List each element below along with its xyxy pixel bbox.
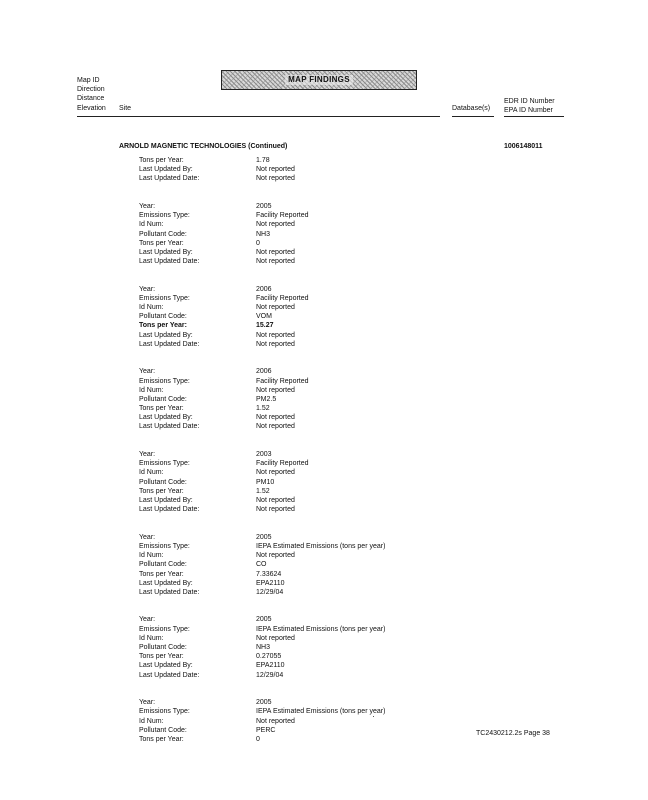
record-field-row xyxy=(139,560,459,569)
field-value: 1.78 xyxy=(256,157,270,164)
header-left-labels xyxy=(77,76,106,113)
field-label: Last Updated Date: xyxy=(139,258,200,266)
facility-continued: (Continued) xyxy=(248,143,288,150)
record-field-row xyxy=(139,395,459,404)
record-field-row xyxy=(139,450,459,459)
field-value: 0.27055 xyxy=(256,653,282,661)
emission-record xyxy=(139,533,459,597)
field-label: Tons per Year: xyxy=(139,157,184,164)
record-field-row xyxy=(139,285,459,294)
field-value: 2005 xyxy=(256,533,272,541)
record-field-row xyxy=(139,321,459,330)
record-field-row xyxy=(139,257,459,266)
record-field-row xyxy=(139,220,459,229)
page-number: Page 38 xyxy=(523,730,550,737)
record-field-row xyxy=(139,248,459,257)
map-id-label: Map ID xyxy=(77,77,100,84)
field-value: Facility Reported xyxy=(256,377,309,385)
distance-label: Distance xyxy=(77,95,105,103)
record-field-row xyxy=(139,468,459,477)
field-value: 0 xyxy=(256,735,260,743)
field-value: 1.52 xyxy=(256,487,270,495)
header-rule-left xyxy=(77,116,440,117)
field-label: Pollutant Code: xyxy=(139,644,187,652)
field-value: Not reported xyxy=(256,497,295,504)
field-label: Last Updated Date: xyxy=(139,423,200,431)
field-value: PERC xyxy=(256,726,276,734)
epa-id-label: EPA ID Number xyxy=(504,107,553,115)
field-value: Not reported xyxy=(256,634,295,642)
direction-label: Direction xyxy=(77,86,105,94)
facility-name: ARNOLD MAGNETIC TECHNOLOGIES xyxy=(119,143,247,150)
field-label: Tons per Year: xyxy=(139,405,184,413)
field-label: Last Updated Date: xyxy=(139,506,200,514)
field-label: Id Num: xyxy=(139,304,164,312)
record-field-row xyxy=(139,156,459,165)
record-field-row xyxy=(139,404,459,413)
field-label: Emissions Type: xyxy=(139,377,190,385)
record-field-row xyxy=(139,717,459,726)
emission-record xyxy=(139,615,459,679)
record-field-row xyxy=(139,386,459,395)
field-label: Last Updated By: xyxy=(139,579,193,587)
field-label: Id Num: xyxy=(139,469,164,477)
record-field-row xyxy=(139,377,459,386)
record-field-row xyxy=(139,340,459,349)
field-value: PM2.5 xyxy=(256,395,277,403)
site-label: Site xyxy=(119,105,132,112)
field-label: Emissions Type: xyxy=(139,460,190,468)
field-label: Emissions Type: xyxy=(139,542,190,550)
elevation-label: Elevation xyxy=(77,104,106,112)
field-label: Pollutant Code: xyxy=(139,561,187,569)
field-value: Not reported xyxy=(256,717,295,725)
record-field-row xyxy=(139,487,459,496)
header-rule-right xyxy=(504,116,564,117)
record-field-row xyxy=(139,625,459,634)
field-value: EPA2110 xyxy=(256,662,285,670)
field-label: Last Updated By: xyxy=(139,166,193,174)
emission-record xyxy=(139,285,459,349)
field-label: Last Updated By: xyxy=(139,414,193,422)
record-field-row xyxy=(139,211,459,220)
emission-record xyxy=(139,202,459,266)
emission-record xyxy=(139,156,459,184)
field-label: Emissions Type: xyxy=(139,294,190,302)
field-value: 12/29/04 xyxy=(256,671,284,679)
field-label: Emissions Type: xyxy=(139,625,190,633)
field-label: Id Num: xyxy=(139,552,164,560)
record-field-row xyxy=(139,367,459,376)
field-label: Last Updated By: xyxy=(139,497,193,504)
field-value: EPA2110 xyxy=(256,579,285,587)
record-field-row xyxy=(139,551,459,560)
record-field-row xyxy=(139,496,459,505)
field-label: Tons per Year: xyxy=(139,653,184,661)
field-label: Last Updated By: xyxy=(139,248,193,256)
field-label: Year: xyxy=(139,285,156,293)
field-label: Last Updated Date: xyxy=(139,671,200,679)
record-field-row xyxy=(139,533,459,542)
field-value: 2006 xyxy=(256,285,272,293)
record-field-row xyxy=(139,303,459,312)
field-value: Facility Reported xyxy=(256,212,309,220)
field-value: 2005 xyxy=(256,202,272,210)
field-value: 7.33624 xyxy=(256,570,282,578)
record-field-row xyxy=(139,588,459,597)
record-field-row xyxy=(139,652,459,661)
header-rule-middle xyxy=(452,116,494,117)
field-label: Pollutant Code: xyxy=(139,478,187,486)
record-field-row xyxy=(139,331,459,340)
field-label: Tons per Year: xyxy=(139,570,184,578)
field-value: 1.52 xyxy=(256,405,270,413)
field-label: Year: xyxy=(139,699,156,707)
field-label: Id Num: xyxy=(139,634,164,642)
field-value: PM10 xyxy=(256,478,275,486)
field-value: 15.27 xyxy=(256,322,274,330)
record-field-row xyxy=(139,174,459,183)
record-field-row xyxy=(139,707,459,716)
record-field-row xyxy=(139,570,459,579)
field-label: Last Updated By: xyxy=(139,331,193,339)
database-label: Database(s) xyxy=(452,105,491,112)
record-field-row xyxy=(139,478,459,487)
emission-record xyxy=(139,367,459,431)
field-label: Year: xyxy=(139,616,156,624)
edr-id-label: EDR ID Number xyxy=(504,98,555,105)
field-label: Id Num: xyxy=(139,221,164,229)
field-value: Not reported xyxy=(256,175,295,183)
record-field-row xyxy=(139,239,459,248)
field-value: Not reported xyxy=(256,258,295,266)
record-field-row xyxy=(139,230,459,239)
field-label: Year: xyxy=(139,533,156,541)
page-footer xyxy=(476,729,550,738)
record-field-row xyxy=(139,202,459,211)
field-label: Last Updated Date: xyxy=(139,175,200,183)
field-value: NH3 xyxy=(256,644,271,652)
scan-speck xyxy=(373,716,374,717)
record-field-row xyxy=(139,661,459,670)
document-id: TC2430212.2s xyxy=(476,730,522,737)
field-value: Not reported xyxy=(256,304,295,312)
record-field-row xyxy=(139,505,459,514)
record-field-row xyxy=(139,294,459,303)
field-label: Emissions Type: xyxy=(139,212,190,220)
record-field-row xyxy=(139,459,459,468)
field-label: Last Updated Date: xyxy=(139,588,200,596)
emission-record xyxy=(139,450,459,514)
field-value: NH3 xyxy=(256,230,271,238)
emission-record xyxy=(139,698,459,744)
record-field-row xyxy=(139,634,459,643)
map-findings-title-box xyxy=(221,70,417,90)
field-value: Not reported xyxy=(256,506,295,514)
field-value: IEPA Estimated Emissions (tons per year) xyxy=(256,708,386,716)
field-value: Facility Reported xyxy=(256,460,309,468)
field-value: IEPA Estimated Emissions (tons per year) xyxy=(256,542,386,550)
record-field-row xyxy=(139,422,459,431)
field-label: Tons per Year: xyxy=(139,487,184,495)
field-value: Not reported xyxy=(256,340,295,348)
field-value: Not reported xyxy=(256,423,295,431)
record-field-row xyxy=(139,671,459,680)
record-field-row xyxy=(139,542,459,551)
field-label: Tons per Year: xyxy=(139,239,184,247)
record-field-row xyxy=(139,698,459,707)
record-field-row xyxy=(139,615,459,624)
field-label: Pollutant Code: xyxy=(139,395,187,403)
field-label: Tons per Year: xyxy=(139,322,187,330)
record-field-row xyxy=(139,579,459,588)
record-field-row xyxy=(139,413,459,422)
record-field-row xyxy=(139,165,459,174)
facility-heading xyxy=(119,142,287,151)
field-label: Year: xyxy=(139,368,156,376)
field-value: 2003 xyxy=(256,451,272,459)
field-value: 2006 xyxy=(256,368,272,376)
field-value: 2005 xyxy=(256,616,272,624)
record-field-row xyxy=(139,312,459,321)
field-label: Pollutant Code: xyxy=(139,726,187,734)
field-label: Tons per Year: xyxy=(139,735,184,743)
field-value: Not reported xyxy=(256,469,295,477)
field-value: Not reported xyxy=(256,221,295,229)
field-label: Pollutant Code: xyxy=(139,230,187,238)
field-value: VOM xyxy=(256,313,272,321)
field-label: Year: xyxy=(139,202,156,210)
field-value: 12/29/04 xyxy=(256,588,284,596)
field-value: Not reported xyxy=(256,166,295,174)
facility-edr-id: 1006148011 xyxy=(504,143,543,150)
field-label: Id Num: xyxy=(139,717,164,725)
field-value: Not reported xyxy=(256,414,295,422)
field-value: Not reported xyxy=(256,386,295,394)
record-field-row xyxy=(139,726,459,735)
record-field-row xyxy=(139,643,459,652)
field-label: Pollutant Code: xyxy=(139,313,187,321)
field-value: IEPA Estimated Emissions (tons per year) xyxy=(256,625,386,633)
field-label: Last Updated Date: xyxy=(139,340,200,348)
field-value: Facility Reported xyxy=(256,294,309,302)
field-value: Not reported xyxy=(256,331,295,339)
header-right-labels xyxy=(504,97,555,115)
record-field-row xyxy=(139,735,459,744)
field-value: Not reported xyxy=(256,248,295,256)
field-value: 0 xyxy=(256,239,260,247)
page-title: MAP FINDINGS xyxy=(285,75,353,84)
field-label: Last Updated By: xyxy=(139,662,193,670)
field-label: Id Num: xyxy=(139,386,164,394)
emission-records xyxy=(139,156,459,763)
field-label: Emissions Type: xyxy=(139,708,190,716)
field-value: Not reported xyxy=(256,552,295,560)
field-value: CO xyxy=(256,561,267,569)
field-label: Year: xyxy=(139,451,156,459)
field-value: 2005 xyxy=(256,699,272,707)
